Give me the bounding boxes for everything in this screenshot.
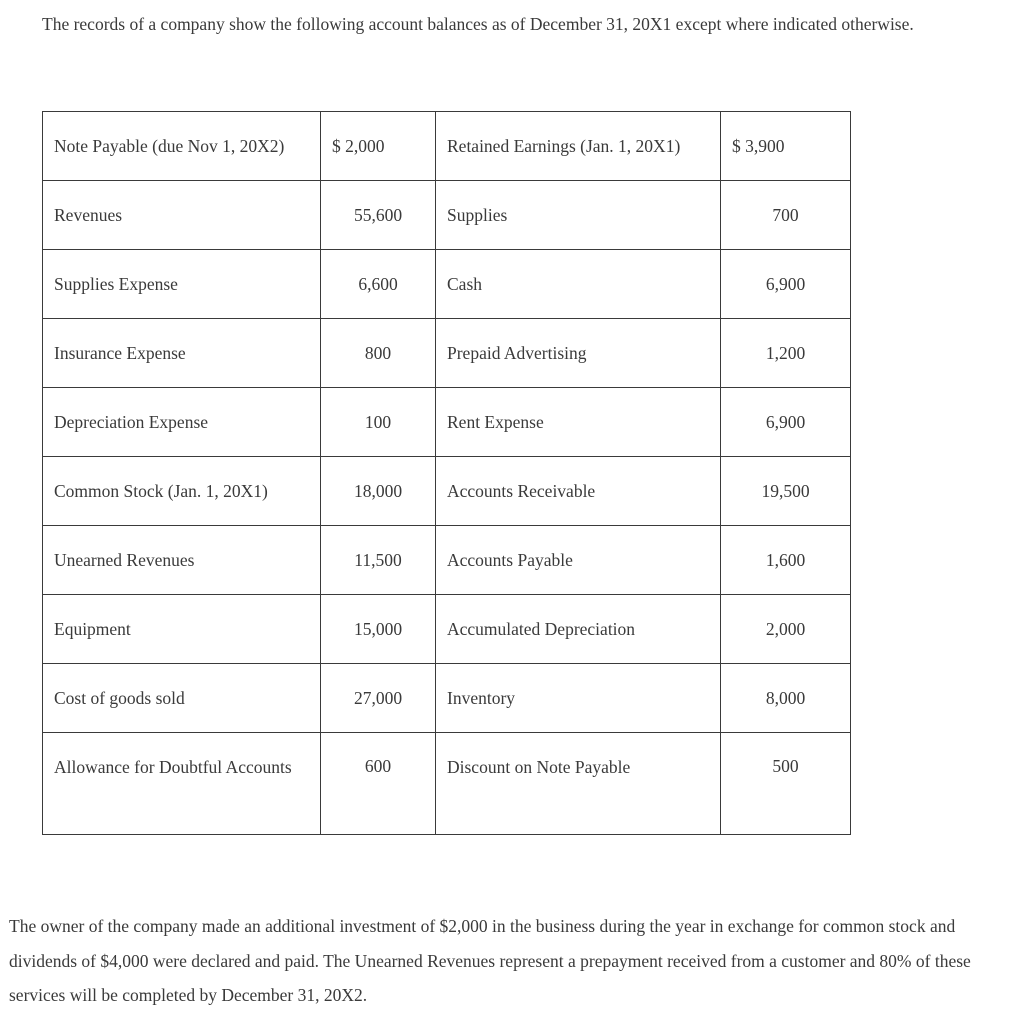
account-value: 700 xyxy=(721,181,851,250)
account-value: 6,900 xyxy=(721,388,851,457)
account-name: Note Payable (due Nov 1, 20X2) xyxy=(43,112,321,181)
account-name: Supplies Expense xyxy=(43,250,321,319)
table-row xyxy=(43,457,851,526)
account-value: $ 3,900 xyxy=(721,112,851,181)
account-name: Accounts Receivable xyxy=(436,457,721,526)
account-balances-table xyxy=(42,111,851,835)
table-row xyxy=(43,526,851,595)
account-value: 27,000 xyxy=(321,664,436,733)
account-value: 100 xyxy=(321,388,436,457)
account-name: Depreciation Expense xyxy=(43,388,321,457)
account-value: 1,600 xyxy=(721,526,851,595)
account-name: Unearned Revenues xyxy=(43,526,321,595)
account-name: Prepaid Advertising xyxy=(436,319,721,388)
table-row xyxy=(43,250,851,319)
account-value: 6,600 xyxy=(321,250,436,319)
account-name: Inventory xyxy=(436,664,721,733)
table-row xyxy=(43,112,851,181)
account-value: 1,200 xyxy=(721,319,851,388)
account-value: 19,500 xyxy=(721,457,851,526)
account-name: Discount on Note Payable xyxy=(436,733,721,835)
table-row xyxy=(43,595,851,664)
account-value: $ 2,000 xyxy=(321,112,436,181)
table-row xyxy=(43,664,851,733)
account-name: Equipment xyxy=(43,595,321,664)
account-name: Revenues xyxy=(43,181,321,250)
account-name: Common Stock (Jan. 1, 20X1) xyxy=(43,457,321,526)
account-value: 18,000 xyxy=(321,457,436,526)
account-value: 2,000 xyxy=(721,595,851,664)
table-row xyxy=(43,181,851,250)
intro-text: The records of a company show the following account balances as of December 31, 20X1 except where indicated otherwise. xyxy=(42,14,914,34)
account-name: Rent Expense xyxy=(436,388,721,457)
account-value: 8,000 xyxy=(721,664,851,733)
outro-text: The owner of the company made an additional investment of $2,000 in the business during the year in exchange for common stock and dividends of $4,000 were declared and paid. The Unearned Revenues represent a prepayment received from a customer and 80% of these services will be completed by December 31, 20X2. xyxy=(9,916,971,1005)
account-name: Accounts Payable xyxy=(436,526,721,595)
account-value: 600 xyxy=(321,733,436,835)
table-row xyxy=(43,388,851,457)
account-name: Cash xyxy=(436,250,721,319)
account-value: 500 xyxy=(721,733,851,835)
table-row xyxy=(43,319,851,388)
table-row xyxy=(43,733,851,835)
account-value: 11,500 xyxy=(321,526,436,595)
account-value: 800 xyxy=(321,319,436,388)
account-value: 55,600 xyxy=(321,181,436,250)
account-name: Allowance for Doubtful Accounts xyxy=(43,733,321,835)
account-name: Retained Earnings (Jan. 1, 20X1) xyxy=(436,112,721,181)
account-name: Accumulated Depreciation xyxy=(436,595,721,664)
account-name: Insurance Expense xyxy=(43,319,321,388)
account-name: Cost of goods sold xyxy=(43,664,321,733)
account-name: Supplies xyxy=(436,181,721,250)
account-value: 15,000 xyxy=(321,595,436,664)
account-value: 6,900 xyxy=(721,250,851,319)
